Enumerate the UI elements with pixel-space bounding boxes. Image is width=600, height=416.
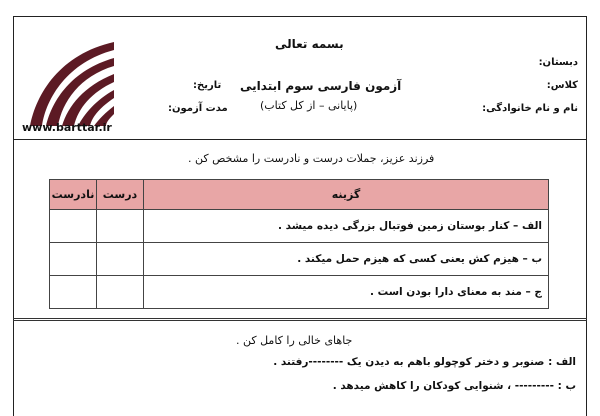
class-label: کلاس: xyxy=(546,80,578,91)
section-divider xyxy=(13,318,587,321)
name-label: نام و نام خانوادگی: xyxy=(482,103,578,114)
true-false-table xyxy=(49,179,549,309)
false-answer-cell[interactable] xyxy=(50,210,97,243)
column-true: درست xyxy=(97,180,144,210)
false-answer-cell[interactable] xyxy=(50,276,97,309)
table-row xyxy=(50,243,549,276)
header-divider xyxy=(13,139,587,140)
column-option: گزینه xyxy=(144,180,549,210)
true-answer-cell[interactable] xyxy=(97,276,144,309)
fill-blank-item: ب : --------- ، شنوایی کودکان را کاهش میدهد . xyxy=(332,380,576,392)
duration-label: مدت آزمون: xyxy=(168,103,228,114)
school-label: دبستان: xyxy=(538,57,578,68)
statement-text: ب – هیزم کش یعنی کسی که هیزم حمل میکند . xyxy=(144,243,549,276)
exam-title: آزمون فارسی سوم ابتدایی xyxy=(240,79,402,93)
basmala: بسمه تعالی xyxy=(275,37,344,51)
date-label: تاریخ: xyxy=(193,80,222,91)
table-row xyxy=(50,276,549,309)
section1-instruction: فرزند عزیز، جملات درست و نادرست را مشخص کن . xyxy=(188,152,435,165)
section2-instruction: جاهای خالی را کامل کن . xyxy=(236,334,353,347)
true-answer-cell[interactable] xyxy=(97,210,144,243)
barttar-logo-icon xyxy=(22,34,118,126)
exam-scope: (پایانی – از کل کتاب) xyxy=(260,99,358,112)
column-false: نادرست xyxy=(50,180,97,210)
table-header-row xyxy=(50,180,549,210)
false-answer-cell[interactable] xyxy=(50,243,97,276)
true-answer-cell[interactable] xyxy=(97,243,144,276)
website-url: www.barttar.ir xyxy=(22,121,112,134)
table-row xyxy=(50,210,549,243)
fill-blank-item: الف : صنوبر و دختر کوچولو باهم به دیدن یک --------رفتند . xyxy=(273,356,576,368)
statement-text: ج – مند به معنای دارا بودن است . xyxy=(144,276,549,309)
statement-text: الف – کنار بوستان زمین فوتبال بزرگی دیده میشد . xyxy=(144,210,549,243)
